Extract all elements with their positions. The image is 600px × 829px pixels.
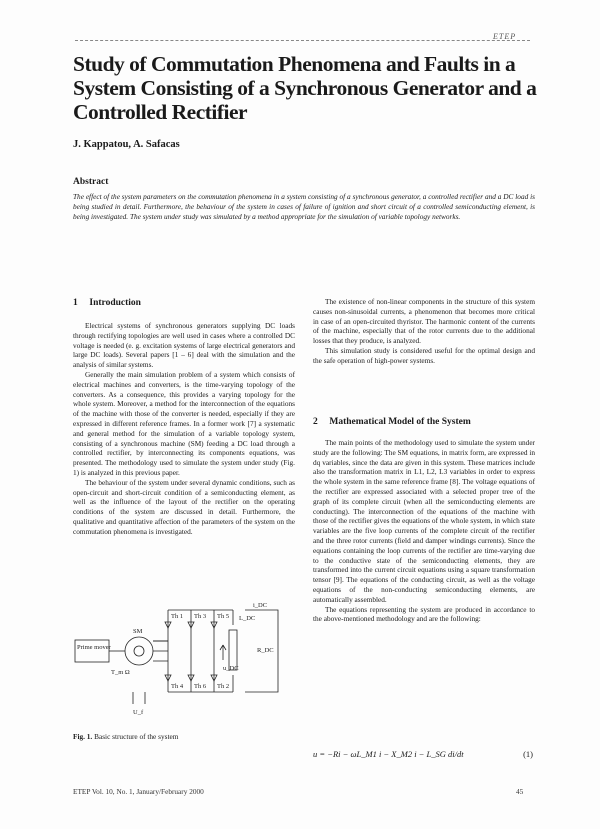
- figure-1: [73, 600, 299, 720]
- footer-journal: ETEP Vol. 10, No. 1, January/February 2000: [73, 787, 204, 796]
- equation-1: [313, 749, 535, 759]
- section-1-paragraph: The behaviour of the system under several dynamic conditions, such as open-circuit and short-circuit condition of a semiconducting element, as well as the influence of the layout of the rectifier on the operating conditions of the system are discussed in detail. Furthermore, the qualitative and quantitative affection of the parameters of the system on the commutation phenomena is investigated.: [73, 477, 295, 536]
- section-1-heading: [73, 298, 141, 308]
- prime-mover-label: Prime mover: [77, 644, 111, 651]
- ldc-label: L_DC: [239, 615, 256, 622]
- figure-1-label: Fig. 1.: [73, 732, 93, 741]
- right-column-intro: [313, 297, 535, 366]
- idc-label: i_DC: [253, 602, 268, 609]
- section-1-number: 1: [73, 298, 78, 308]
- section-2-title: Mathematical Model of the System: [329, 417, 471, 427]
- tm-label: T_m Ω: [111, 669, 130, 676]
- journal-tag: ETEP: [493, 32, 517, 41]
- sm-label: SM: [133, 628, 143, 635]
- udc-label: u_DC: [223, 665, 239, 672]
- equation-1-text: u = −Ri − ωL_M1 i − X_M2 i − L_SG di/dt: [313, 749, 464, 759]
- equation-1-number: (1): [523, 749, 533, 759]
- th1-label: Th 1: [171, 613, 184, 620]
- abstract-text: The effect of the system parameters on the commutation phenomena in a system consisting of a synchronous generator, a controlled rectifier and a DC load is being studied in detail. Furthermore, the behaviour of the system in cases of failure of ignition and short circuit of a controlled semiconducting element, is being investigated. The system under study was simulated by a method appropriate for the simulation of variable topology networks.: [73, 192, 535, 222]
- abstract-heading: Abstract: [73, 177, 109, 187]
- section-2-number: 2: [313, 417, 318, 427]
- circuit-diagram: [73, 600, 299, 720]
- th5-label: Th 5: [217, 613, 230, 620]
- sm-symbol: [125, 637, 153, 665]
- uf-label: U_f: [133, 709, 144, 716]
- section-1-paragraph: Generally the main simulation problem of a system which consists of electrical machines and converters, is the time-varying topology of the converters. As a consequence, this provides a varying topology for the whole system. Moreover, a method for the interconnection of the equations of the machine with those of the converter is needed, especially if they are expressed in different reference frames. In a former work [7] a systematic and general method for the simulation of a variable topology system, consisting of a synchronous machine (SM) feeding a DC load through a controlled rectifier, by interconnecting its components equations, was presented. The methodology used to simulate the system under study (Fig. 1) is analyzed in this previous paper.: [73, 369, 295, 477]
- section-2-paragraph: The main points of the methodology used to simulate the system under study are the following: The SM equations, in matrix form, are expressed in dq variables, since the data are given in this system. These matrices include also the transformation matrix in L1, L2, L3 variables in order to express the whole system in the same reference frame [8]. The voltage equations of the rectifier are expressed associated with a selected proper tree of the graph of its complete circuit (when all the semiconducting elements are conducting). The interconnection of the equations of the machine with those of the rectifier gives the equations of the whole system, in which state variables are the five loop currents of the complete circuit of the rectifier and the three rotor currents (field and damper windings currents). Since the equations containing the loop currents of the rectifier are time-varying due to the conductive state of the semiconducting elements, they are transformed into the current circuit equations using a square transformation tensor [9]. The equations of the conducting circuit, as well as the voltage equations of the non-conducting semiconducting elements, are automatically assembled.: [313, 438, 535, 604]
- header-rule: [75, 40, 530, 41]
- section-2-body: [313, 438, 535, 624]
- th6-label: Th 6: [194, 683, 207, 690]
- footer-page-number: 45: [516, 787, 524, 796]
- section-2-heading: [313, 417, 471, 427]
- section-1-title: Introduction: [89, 298, 141, 308]
- th3-label: Th 3: [194, 613, 207, 620]
- authors: J. Kappatou, A. Safacas: [73, 139, 180, 150]
- intro-paragraph: This simulation study is considered useful for the optimal design and the safe operation of high-power systems.: [313, 345, 535, 365]
- figure-1-caption-text: Basic structure of the system: [94, 732, 179, 741]
- section-1-body: [73, 321, 295, 537]
- section-2-paragraph: The equations representing the system are produced in accordance to the above-mentioned methodology and are the following:: [313, 604, 535, 624]
- section-1-paragraph: Electrical systems of synchronous generators supplying DC loads through rectifying topologies are well used in cases where a controlled DC voltage is needed (e. g. excitation systems of large electrical generators and large DC loads). Several papers [1 – 6] deal with the simulation and the analysis of similar systems.: [73, 321, 295, 370]
- intro-paragraph: The existence of non-linear components in the structure of this system causes non-sinusoidal currents, a phenomenon that becomes more critical in case of an open-circuited thyristor. The harmonic content of the currents of the machine, especially that of the rotor currents due to the additional losses that they produce, is analyzed.: [313, 297, 535, 346]
- th4-label: Th 4: [171, 683, 184, 690]
- th2-label: Th 2: [217, 683, 230, 690]
- rdc-label: R_DC: [257, 647, 274, 654]
- figure-1-caption: [73, 732, 178, 741]
- paper-title: Study of Commutation Phenomena and Faults in a System Consisting of a Synchronous Generator and a Controlled Rectifier: [73, 52, 537, 124]
